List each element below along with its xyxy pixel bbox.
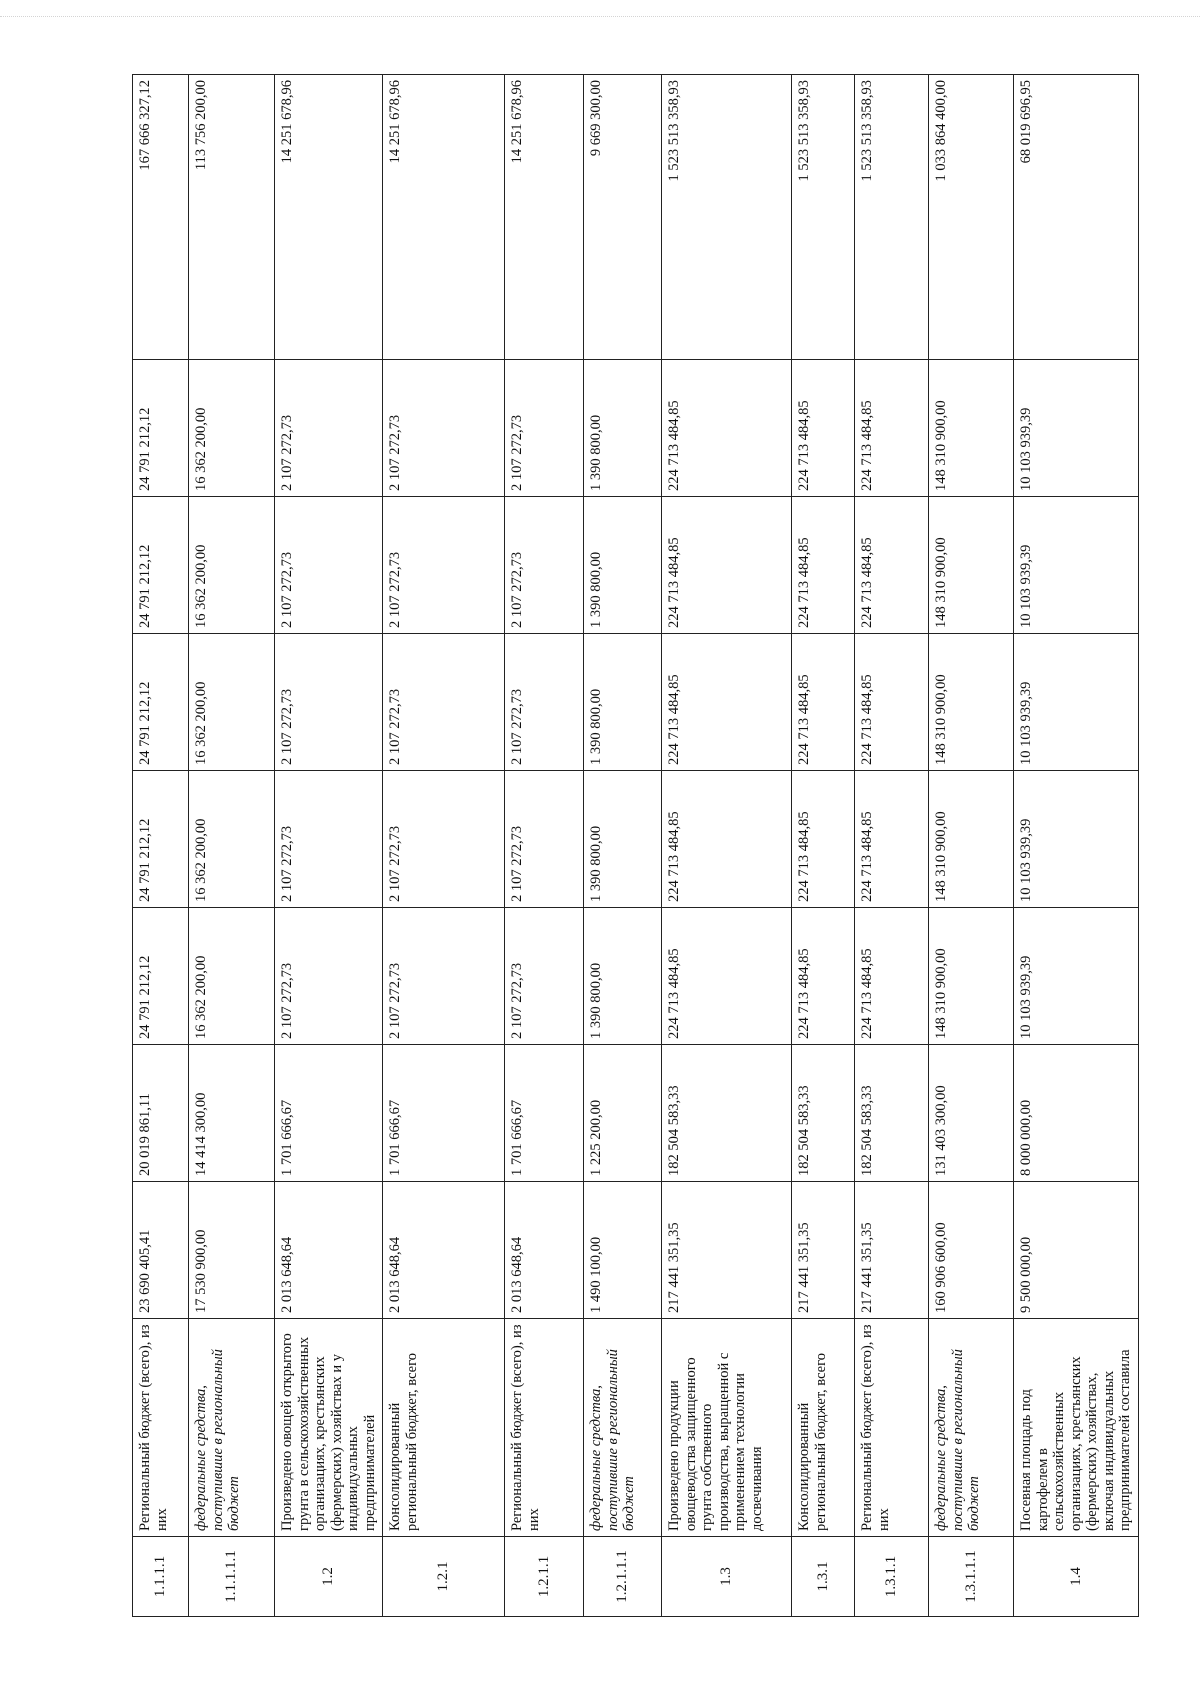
row-value: 2 107 272,73 — [383, 497, 505, 634]
row-value: 2 107 272,73 — [275, 634, 383, 771]
row-value: 148 310 900,00 — [929, 634, 1014, 771]
row-value: 148 310 900,00 — [929, 908, 1014, 1045]
row-total: 113 756 200,00 — [189, 75, 275, 360]
table-row — [275, 75, 383, 1617]
row-value: 217 441 351,35 — [855, 1182, 929, 1319]
row-code: 1.2.1.1.1 — [584, 1537, 662, 1617]
row-code: 1.2.1 — [383, 1537, 505, 1617]
row-value: 1 490 100,00 — [584, 1182, 662, 1319]
row-value: 224 713 484,85 — [792, 360, 855, 497]
row-value: 2 013 648,64 — [275, 1182, 383, 1319]
row-value: 16 362 200,00 — [189, 908, 275, 1045]
row-total: 1 033 864 400,00 — [929, 75, 1014, 360]
row-value: 217 441 351,35 — [662, 1182, 792, 1319]
row-value: 1 225 200,00 — [584, 1045, 662, 1182]
row-value: 1 390 800,00 — [584, 634, 662, 771]
row-value: 1 390 800,00 — [584, 771, 662, 908]
table-row — [133, 75, 189, 1617]
row-value: 2 013 648,64 — [383, 1182, 505, 1319]
row-value: 24 791 212,12 — [133, 908, 189, 1045]
row-value: 1 390 800,00 — [584, 360, 662, 497]
row-value: 16 362 200,00 — [189, 634, 275, 771]
row-value: 1 701 666,67 — [275, 1045, 383, 1182]
row-value: 23 690 405,41 — [133, 1182, 189, 1319]
row-value: 1 390 800,00 — [584, 497, 662, 634]
row-value: 17 530 900,00 — [189, 1182, 275, 1319]
row-value: 224 713 484,85 — [792, 634, 855, 771]
table-row — [584, 75, 662, 1617]
row-value: 224 713 484,85 — [662, 497, 792, 634]
row-code: 1.3.1.1.1 — [929, 1537, 1014, 1617]
row-value: 148 310 900,00 — [929, 497, 1014, 634]
row-total: 1 523 513 358,93 — [662, 75, 792, 360]
row-value: 2 107 272,73 — [275, 908, 383, 1045]
row-value: 148 310 900,00 — [929, 360, 1014, 497]
row-code: 1.4 — [1014, 1537, 1139, 1617]
budget-table — [132, 74, 1139, 1617]
row-total: 14 251 678,96 — [275, 75, 383, 360]
row-name: Региональный бюджет (всего), из них — [133, 1319, 189, 1537]
row-value: 2 107 272,73 — [383, 360, 505, 497]
row-total: 1 523 513 358,93 — [855, 75, 929, 360]
row-value: 224 713 484,85 — [792, 497, 855, 634]
table-row — [189, 75, 275, 1617]
row-total: 167 666 327,12 — [133, 75, 189, 360]
row-value: 182 504 583,33 — [792, 1045, 855, 1182]
row-value: 224 713 484,85 — [855, 908, 929, 1045]
row-value: 10 103 939,39 — [1014, 360, 1139, 497]
row-value: 2 107 272,73 — [505, 360, 584, 497]
row-value: 224 713 484,85 — [855, 634, 929, 771]
row-value: 10 103 939,39 — [1014, 634, 1139, 771]
table-row — [1014, 75, 1139, 1617]
row-value: 160 906 600,00 — [929, 1182, 1014, 1319]
row-value: 1 701 666,67 — [505, 1045, 584, 1182]
row-value: 14 414 300,00 — [189, 1045, 275, 1182]
row-value: 2 107 272,73 — [275, 360, 383, 497]
row-value: 217 441 351,35 — [792, 1182, 855, 1319]
row-code: 1.3.1 — [792, 1537, 855, 1617]
row-name: федеральные средства, поступившие в региональный бюджет — [929, 1319, 1014, 1537]
row-code: 1.2.1.1 — [505, 1537, 584, 1617]
table-row — [929, 75, 1014, 1617]
row-value: 20 019 861,11 — [133, 1045, 189, 1182]
row-code: 1.2 — [275, 1537, 383, 1617]
row-value: 16 362 200,00 — [189, 497, 275, 634]
row-value: 1 390 800,00 — [584, 908, 662, 1045]
row-value: 224 713 484,85 — [792, 771, 855, 908]
row-value: 2 013 648,64 — [505, 1182, 584, 1319]
row-value: 2 107 272,73 — [383, 634, 505, 771]
row-value: 8 000 000,00 — [1014, 1045, 1139, 1182]
row-value: 224 713 484,85 — [662, 360, 792, 497]
row-name: Консолидированный региональный бюджет, всего — [792, 1319, 855, 1537]
row-value: 2 107 272,73 — [505, 634, 584, 771]
row-value: 10 103 939,39 — [1014, 908, 1139, 1045]
row-value: 24 791 212,12 — [133, 771, 189, 908]
table-row — [505, 75, 584, 1617]
row-name: Консолидированный региональный бюджет, всего — [383, 1319, 505, 1537]
rotated-page — [132, 75, 1133, 1617]
row-value: 16 362 200,00 — [189, 360, 275, 497]
row-code: 1.3 — [662, 1537, 792, 1617]
row-value: 16 362 200,00 — [189, 771, 275, 908]
table-row — [792, 75, 855, 1617]
row-value: 224 713 484,85 — [662, 771, 792, 908]
row-value: 24 791 212,12 — [133, 634, 189, 771]
row-value: 148 310 900,00 — [929, 771, 1014, 908]
row-code: 1.1.1.1 — [133, 1537, 189, 1617]
row-value: 10 103 939,39 — [1014, 497, 1139, 634]
row-value: 2 107 272,73 — [505, 497, 584, 634]
row-total: 9 669 300,00 — [584, 75, 662, 360]
row-value: 224 713 484,85 — [662, 908, 792, 1045]
row-name: Региональный бюджет (всего), из них — [505, 1319, 584, 1537]
row-name: Произведено овощей открытого грунта в сельскохозяйственных организациях, крестьянских (фермерских) хозяйствах и у индивидуальных предпринимателей — [275, 1319, 383, 1537]
row-value: 9 500 000,00 — [1014, 1182, 1139, 1319]
row-value: 182 504 583,33 — [855, 1045, 929, 1182]
row-value: 2 107 272,73 — [275, 497, 383, 634]
row-name: Региональный бюджет (всего), из них — [855, 1319, 929, 1537]
row-value: 2 107 272,73 — [505, 908, 584, 1045]
row-total: 14 251 678,96 — [505, 75, 584, 360]
row-value: 2 107 272,73 — [275, 771, 383, 908]
row-value: 182 504 583,33 — [662, 1045, 792, 1182]
table-row — [383, 75, 505, 1617]
row-value: 131 403 300,00 — [929, 1045, 1014, 1182]
table-row — [855, 75, 929, 1617]
table-row — [662, 75, 792, 1617]
row-value: 2 107 272,73 — [505, 771, 584, 908]
row-value: 24 791 212,12 — [133, 360, 189, 497]
row-code: 1.3.1.1 — [855, 1537, 929, 1617]
row-value: 24 791 212,12 — [133, 497, 189, 634]
row-name: федеральные средства, поступившие в региональный бюджет — [584, 1319, 662, 1537]
row-value: 224 713 484,85 — [855, 771, 929, 908]
row-total: 1 523 513 358,93 — [792, 75, 855, 360]
row-name: федеральные средства, поступившие в региональный бюджет — [189, 1319, 275, 1537]
row-total: 14 251 678,96 — [383, 75, 505, 360]
row-value: 224 713 484,85 — [792, 908, 855, 1045]
row-value: 224 713 484,85 — [855, 497, 929, 634]
row-value: 224 713 484,85 — [855, 360, 929, 497]
row-value: 2 107 272,73 — [383, 771, 505, 908]
row-value: 224 713 484,85 — [662, 634, 792, 771]
row-total: 68 019 696,95 — [1014, 75, 1139, 360]
row-value: 1 701 666,67 — [383, 1045, 505, 1182]
row-value: 10 103 939,39 — [1014, 771, 1139, 908]
row-name: Произведено продукции овощеводства защищенного грунта собственного производства, выращенной с применением технологии досвечивания — [662, 1319, 792, 1537]
row-code: 1.1.1.1.1 — [189, 1537, 275, 1617]
scan-top-edge — [0, 16, 1200, 17]
row-name: Посевная площадь под картофелем в сельскохозяйственных организациях, крестьянских (фермерских) хозяйствах, включая индивидуальных предпринимателей составила — [1014, 1319, 1139, 1537]
row-value: 2 107 272,73 — [383, 908, 505, 1045]
